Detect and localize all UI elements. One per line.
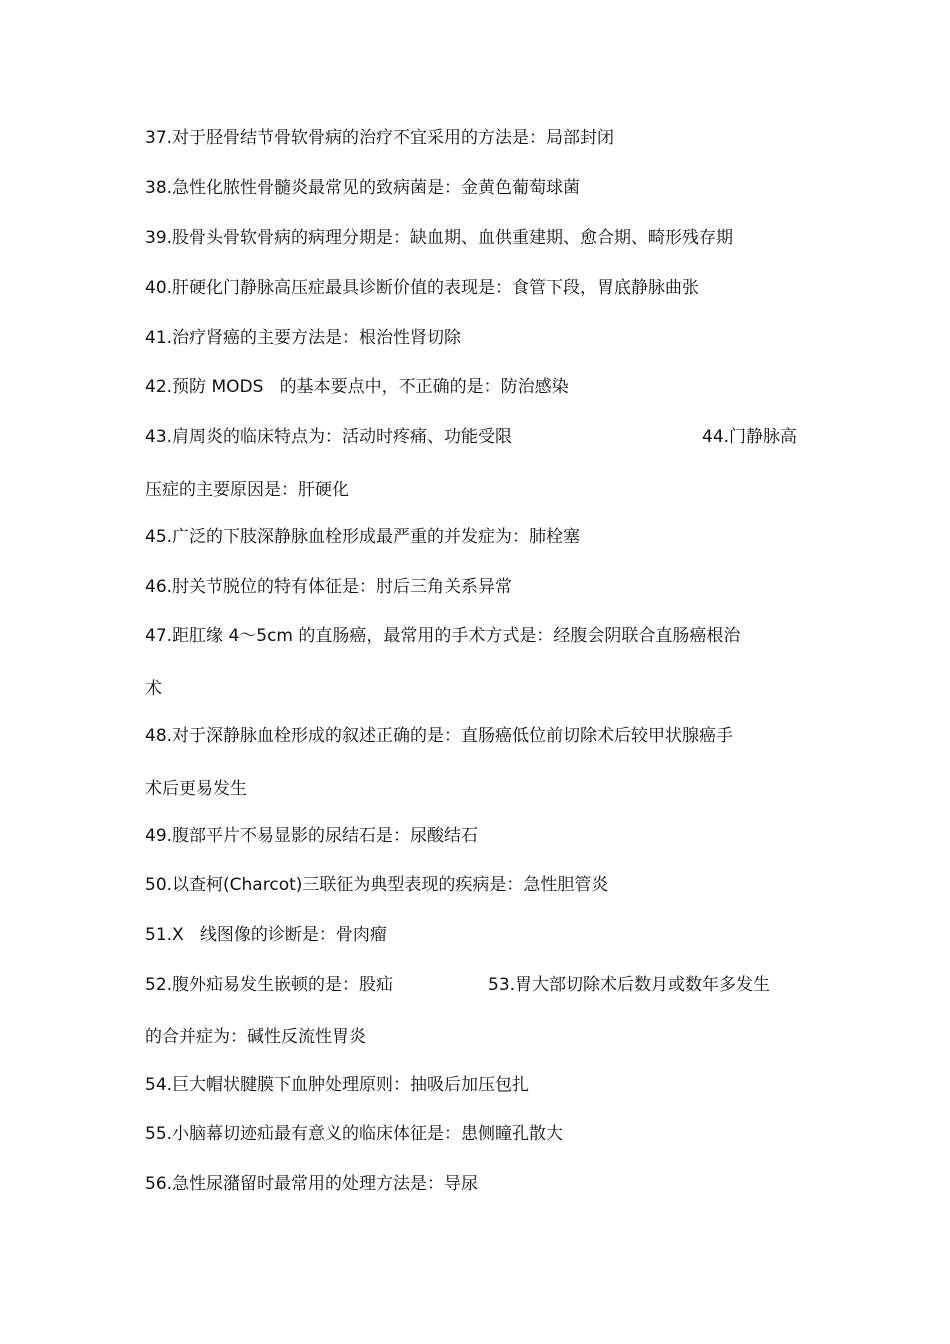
item-43: 43.肩周炎的临床特点为：活动时疼痛、功能受限 [145,427,513,447]
item-46: 46.肘关节脱位的特有体征是：肘后三角关系异常 [145,577,513,597]
item-48: 48.对于深静脉血栓形成的叙述正确的是：直肠癌低位前切除术后较甲状腺癌手 [145,726,734,746]
item-50: 50.以查柯(Charcot)三联征为典型表现的疾病是：急性胆管炎 [145,875,609,895]
item-53-start: 53.胃大部切除术后数月或数年多发生 [488,975,771,995]
item-44-start: 44.门静脉高 [702,427,798,447]
item-44-cont: 压症的主要原因是：肝硬化 [145,480,349,500]
item-49: 49.腹部平片不易显影的尿结石是：尿酸结石 [145,826,479,846]
item-41: 41.治疗肾癌的主要方法是：根治性肾切除 [145,328,462,348]
item-47: 47.距肛缘 4～5cm 的直肠癌，最常用的手术方式是：经腹会阴联合直肠癌根治 [145,626,741,646]
item-53-cont: 的合并症为：碱性反流性胃炎 [145,1027,366,1047]
item-38: 38.急性化脓性骨髓炎最常见的致病菌是：金黄色葡萄球菌 [145,178,581,198]
item-55: 55.小脑幕切迹疝最有意义的临床体征是：患侧瞳孔散大 [145,1124,564,1144]
item-45: 45.广泛的下肢深静脉血栓形成最严重的并发症为：肺栓塞 [145,527,581,547]
item-40: 40.肝硬化门静脉高压症最具诊断价值的表现是：食管下段，胃底静脉曲张 [145,278,700,298]
item-47-cont: 术 [145,679,162,699]
item-39: 39.股骨头骨软骨病的病理分期是：缺血期、血供重建期、愈合期、畸形残存期 [145,228,734,248]
item-42: 42.预防 MODS 的基本要点中，不正确的是：防治感染 [145,377,569,397]
item-52: 52.腹外疝易发生嵌顿的是：股疝 [145,975,394,995]
item-56: 56.急性尿潴留时最常用的处理方法是：导尿 [145,1174,479,1194]
item-54: 54.巨大帽状腱膜下血肿处理原则：抽吸后加压包扎 [145,1075,530,1095]
item-51: 51.X 线图像的诊断是：骨肉瘤 [145,925,387,945]
item-37: 37.对于胫骨结节骨软骨病的治疗不宜采用的方法是：局部封闭 [145,128,615,148]
item-48-cont: 术后更易发生 [145,779,247,799]
